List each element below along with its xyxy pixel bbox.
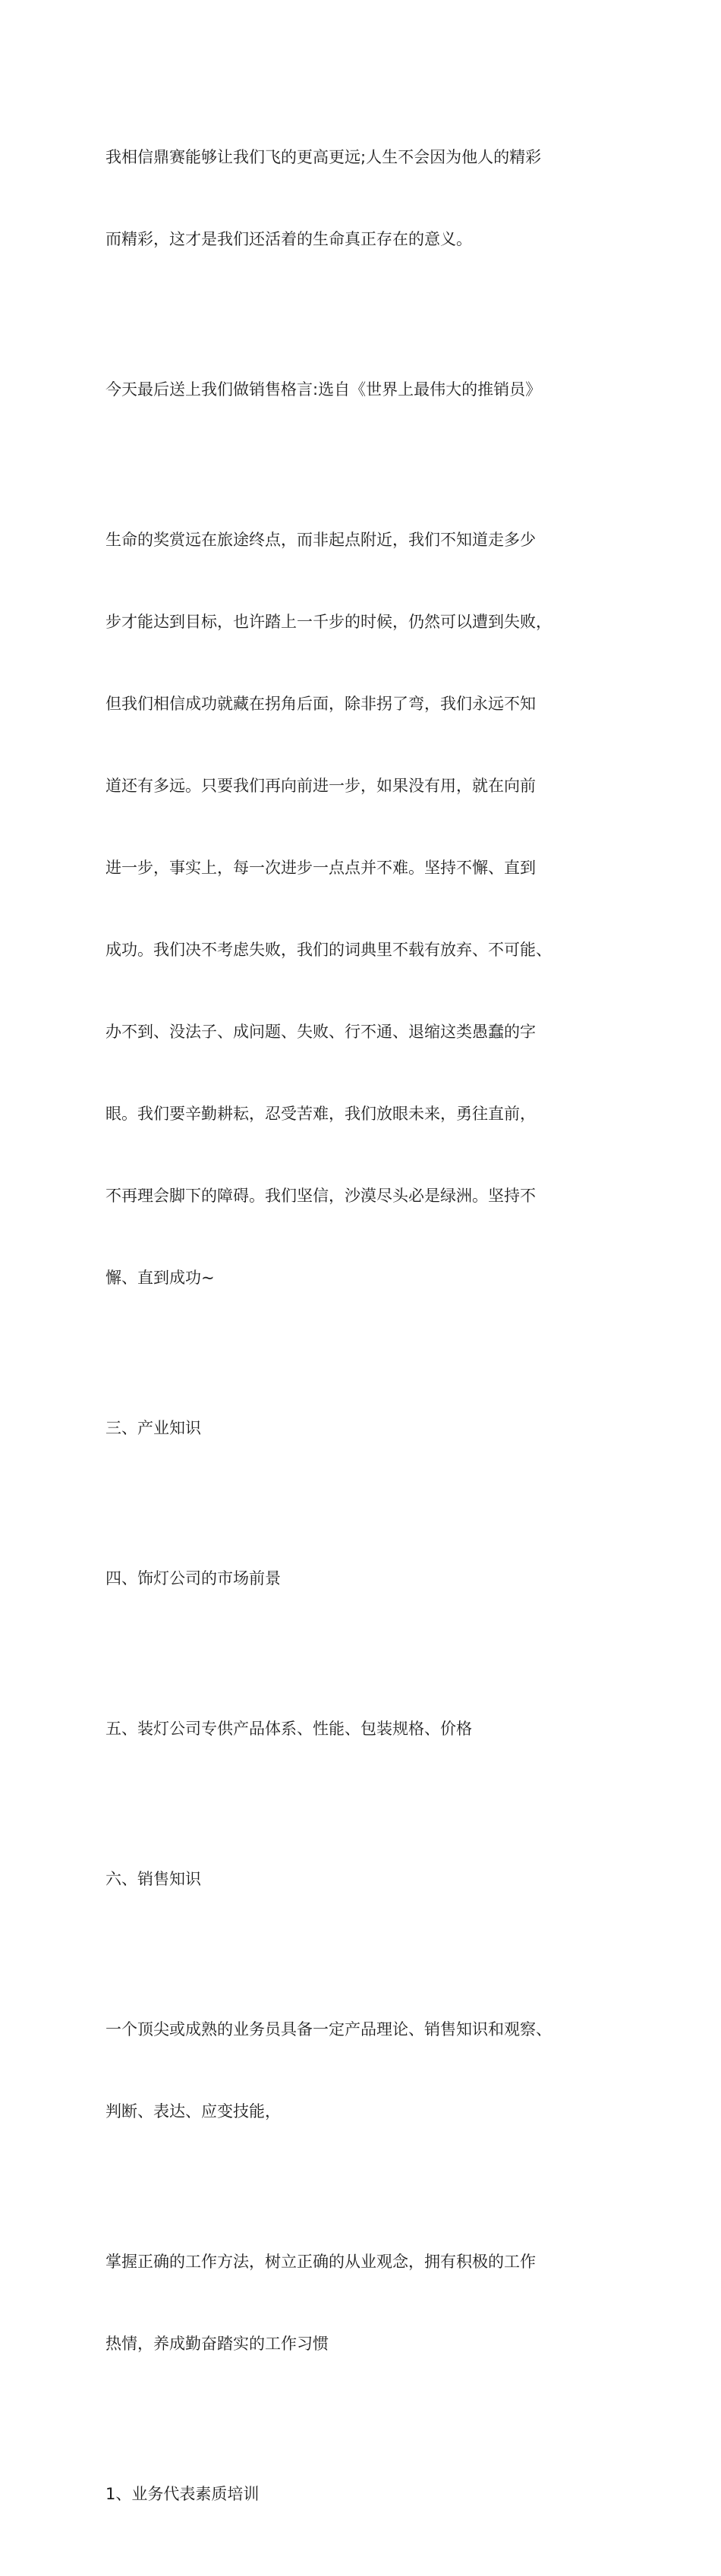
heading-market-outlook [105, 1510, 622, 1647]
text-line: 生命的奖赏远在旅途终点，而非起点附近，我们不知道走多少 [105, 531, 536, 549]
section-heading: 六、销售知识 [105, 1870, 201, 1888]
text-line: 掌握正确的工作方法，树立正确的从业观念，拥有积极的工作 [105, 2253, 536, 2271]
text-line: 一个顶尖或成熟的业务员具备一定产品理论、销售知识和观察、 [105, 2020, 552, 2038]
section-heading: 四、饰灯公司的市场前景 [105, 1569, 281, 1588]
text-line: 热情，养成勤奋踏实的工作习惯 [105, 2335, 329, 2353]
text-line: 但我们相信成功就藏在拐角后面，除非拐了弯，我们永远不知 [105, 695, 536, 713]
text-line: 懈、直到成功~ [105, 1269, 215, 1287]
document-body [105, 89, 622, 2576]
paragraph-belief [105, 89, 622, 307]
section-heading: 1、业务代表素质培训 [105, 2485, 260, 2503]
text-line: 判断、表达、应变技能， [105, 2102, 281, 2120]
section-heading: 五、装灯公司专供产品体系、性能、包装规格、价格 [105, 1720, 472, 1738]
text-line: 道还有多远。只要我们再向前进一步，如果没有用，就在向前 [105, 777, 536, 795]
text-line: 我相信鼎赛能够让我们飞的更高更远;人生不会因为他人的精彩 [105, 148, 542, 166]
paragraph-motto-quote [105, 471, 622, 1346]
text-line: 今天最后送上我们做销售格言:选自《世界上最伟大的推销员》 [105, 380, 542, 399]
text-line: 而精彩，这才是我们还活着的生命真正存在的意义。 [105, 230, 472, 248]
paragraph-salesperson-skills [105, 1961, 622, 2180]
section-heading: 三、产业知识 [105, 1419, 201, 1437]
text-line: 办不到、没法子、成问题、失败、行不通、退缩这类愚蠢的字 [105, 1023, 536, 1041]
text-line: 不再理会脚下的障碍。我们坚信，沙漠尽头必是绿洲。坚持不 [105, 1187, 536, 1205]
text-line: 眼。我们要辛勤耕耘，忍受苦难，我们放眼未来，勇往直前， [105, 1105, 536, 1123]
heading-industry-knowledge [105, 1360, 622, 1496]
heading-product-system [105, 1660, 622, 1797]
paragraph-work-habits [105, 2193, 622, 2412]
text-line: 成功。我们决不考虑失败，我们的词典里不载有放弃、不可能、 [105, 941, 552, 959]
text-line: 进一步，事实上，每一次进步一点点并不难。坚持不懈、直到 [105, 859, 536, 877]
text-line: 步才能达到目标，也许踏上一千步的时候，仍然可以遭到失败， [105, 613, 552, 631]
heading-sales-knowledge [105, 1811, 622, 1947]
paragraph-motto-intro [105, 321, 622, 458]
heading-rep-training [105, 2426, 622, 2562]
